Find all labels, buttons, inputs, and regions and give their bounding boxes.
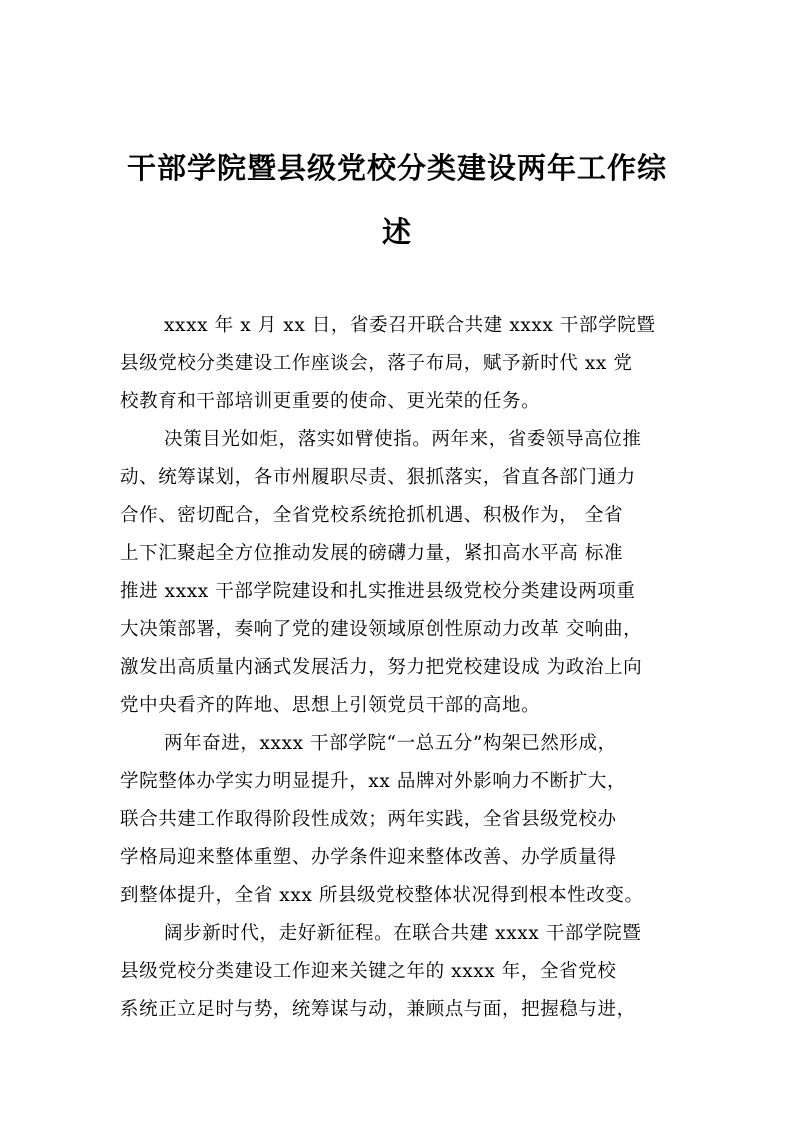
paragraph-2-line-5: 推进 xxxx 干部学院建设和扎实推进县级党校分类建设两项重 bbox=[120, 581, 636, 602]
paragraph-3-line-4: 学格局迎来整体重塑、办学条件迎来整体改善、办学质量得 bbox=[120, 847, 617, 868]
paragraph-3-line-1: 两年奋进，xxxx 干部学院“一总五分”构架已然形成， bbox=[164, 733, 617, 754]
paragraph-2-line-6: 大决策部署，奏响了党的建设领域原创性原动力改革 交响曲， bbox=[120, 619, 643, 640]
paragraph-1-line-3: 校教育和干部培训更重要的使命、更光荣的任务。 bbox=[120, 391, 541, 412]
paragraph-2-line-7: 激发出高质量内涵式发展活力，努力把党校建设成 为政治上向 bbox=[120, 657, 643, 678]
paragraph-4-line-1: 阔步新时代，走好新征程。在联合共建 xxxx 干部学院暨 bbox=[164, 923, 642, 944]
paragraph-3-line-3: 联合共建工作取得阶段性成效；两年实践，全省县级党校办 bbox=[120, 809, 617, 830]
paragraph-2-line-3: 合作、密切配合，全省党校系统抢抓机遇、积极作为， 全省 bbox=[120, 505, 624, 526]
paragraph-2-line-8: 党中央看齐的阵地、思想上引领党员干部的高地。 bbox=[120, 695, 541, 716]
paragraph-4-line-2: 县级党校分类建设工作迎来关键之年的 xxxx 年，全省党校 bbox=[120, 961, 617, 982]
paragraph-3-line-2: 学院整体办学实力明显提升，xx 品牌对外影响力不断扩大， bbox=[120, 771, 627, 792]
paragraph-1-line-2: 县级党校分类建设工作座谈会，落子布局，赋予新时代 xx 党 bbox=[120, 353, 633, 374]
document-title-line-1: 干部学院暨县级党校分类建设两年工作综 bbox=[126, 151, 667, 185]
document-title-line-2: 述 bbox=[381, 215, 412, 249]
paragraph-4-line-3: 系统正立足时与势，统筹谋与动，兼顾点与面，把握稳与进， bbox=[120, 999, 636, 1020]
paragraph-3-line-5: 到整体提升，全省 xxx 所县级党校整体状况得到根本性改变。 bbox=[120, 885, 644, 906]
paragraph-1-line-1: xxxx 年 x 月 xx 日，省委召开联合共建 xxxx 干部学院暨 bbox=[164, 315, 656, 336]
paragraph-2-line-2: 动、统筹谋划，各市州履职尽责、狠抓落实，省直各部门通力 bbox=[120, 467, 636, 488]
paragraph-2-line-4: 上下汇聚起全方位推动发展的磅礴力量，紧扣高水平高 标准 bbox=[120, 543, 624, 564]
paragraph-2-line-1: 决策目光如炬，落实如臂使指。两年来，省委领导高位推 bbox=[164, 429, 642, 450]
